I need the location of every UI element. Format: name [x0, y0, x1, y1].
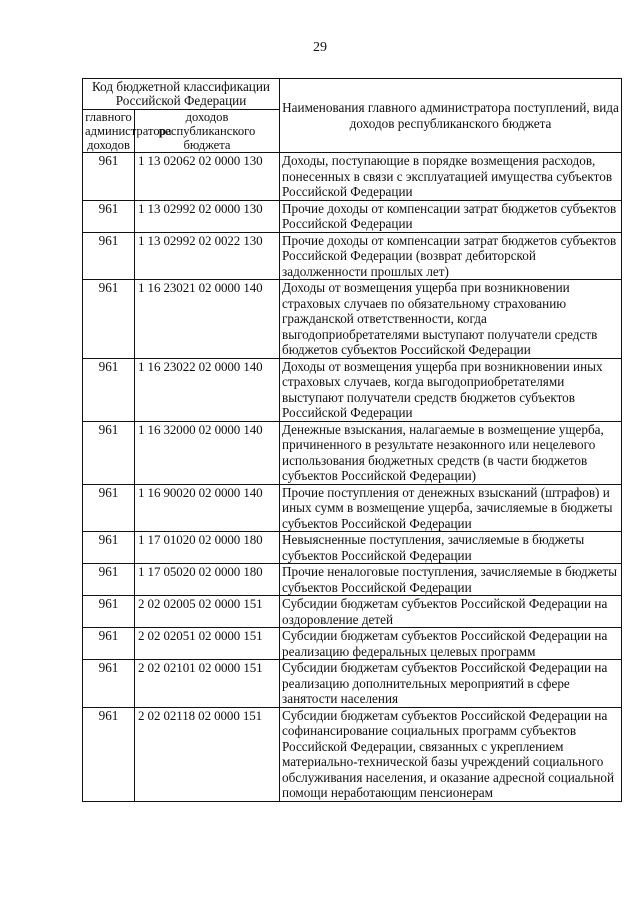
- table-row: [83, 200, 622, 232]
- page-number: 29: [313, 40, 327, 55]
- table-row: [83, 232, 622, 280]
- income-code-cell: 1 16 23022 02 0000 140: [135, 358, 280, 421]
- table-row: [83, 358, 622, 421]
- admin-code-cell: 961: [83, 628, 135, 660]
- header-row: [83, 79, 622, 110]
- admin-code-cell: 961: [83, 532, 135, 564]
- admin-code-cell: 961: [83, 660, 135, 708]
- income-name-cell: Денежные взыскания, налагаемые в возмещение ущерба, причиненного в результате незаконного или нецелевого использования бюджетных средств (в части бюджетов субъектов Российской Федерации): [280, 421, 622, 484]
- income-code-cell: 2 02 02051 02 0000 151: [135, 628, 280, 660]
- income-code-cell: 1 17 05020 02 0000 180: [135, 564, 280, 596]
- income-code-cell: 2 02 02118 02 0000 151: [135, 707, 280, 801]
- table-row: [83, 660, 622, 708]
- income-name-cell: Доходы, поступающие в порядке возмещения расходов, понесенных в связи с эксплуатацией имущества субъектов Российской Федерации: [280, 153, 622, 201]
- table-row: [83, 484, 622, 532]
- table-row: [83, 596, 622, 628]
- table-row: [83, 707, 622, 801]
- income-name-cell: Прочие доходы от компенсации затрат бюджетов субъектов Российской Федерации (возврат дебиторской задолженности прошлых лет): [280, 232, 622, 280]
- income-code-cell: 1 16 32000 02 0000 140: [135, 421, 280, 484]
- admin-code-cell: 961: [83, 200, 135, 232]
- admin-code-cell: 961: [83, 596, 135, 628]
- income-name-cell: Невыясненные поступления, зачисляемые в бюджеты субъектов Российской Федерации: [280, 532, 622, 564]
- income-name-cell: Субсидии бюджетам субъектов Российской Федерации на оздоровление детей: [280, 596, 622, 628]
- header-admin-column: главного администратора доходов: [83, 110, 135, 153]
- admin-code-cell: 961: [83, 153, 135, 201]
- income-code-cell: 1 16 90020 02 0000 140: [135, 484, 280, 532]
- income-name-cell: Субсидии бюджетам субъектов Российской Федерации на реализацию федеральных целевых программ: [280, 628, 622, 660]
- table-row: [83, 532, 622, 564]
- table-row: [83, 280, 622, 359]
- admin-code-cell: 961: [83, 421, 135, 484]
- income-code-cell: 1 13 02992 02 0000 130: [135, 200, 280, 232]
- income-code-cell: 2 02 02101 02 0000 151: [135, 660, 280, 708]
- admin-code-cell: 961: [83, 484, 135, 532]
- header-name-column: Наименования главного администратора поступлений, вида доходов республиканского бюджета: [280, 79, 622, 153]
- income-code-cell: 1 13 02992 02 0022 130: [135, 232, 280, 280]
- table-row: [83, 564, 622, 596]
- admin-code-cell: 961: [83, 564, 135, 596]
- income-name-cell: Доходы от возмещения ущерба при возникновении иных страховых случаев, когда выгодоприобретателями выступают получатели средств бюджетов субъектов Российской Федерации: [280, 358, 622, 421]
- table-row: [83, 153, 622, 201]
- income-name-cell: Доходы от возмещения ущерба при возникновении страховых случаев по обязательному страхованию гражданской ответственности, когда выгодоприобретателями выступают получатели средств бюджетов субъектов Российской Федерации: [280, 280, 622, 359]
- admin-code-cell: 961: [83, 707, 135, 801]
- table-row: [83, 628, 622, 660]
- admin-code-cell: 961: [83, 358, 135, 421]
- admin-code-cell: 961: [83, 232, 135, 280]
- header-group-title: Код бюджетной классификации Российской Федерации: [83, 79, 280, 110]
- income-name-cell: Прочие поступления от денежных взысканий (штрафов) и иных сумм в возмещение ущерба, зачисляемые в бюджеты субъектов Российской Федерации: [280, 484, 622, 532]
- income-code-cell: 1 17 01020 02 0000 180: [135, 532, 280, 564]
- income-name-cell: Субсидии бюджетам субъектов Российской Федерации на софинансирование социальных программ субъектов Российской Федерации, связанных с укреплением материально-технической базы учреждений социального обслуживания населения, и оказание адресной социальной помощи неработающим пенсионерам: [280, 707, 622, 801]
- income-name-cell: Прочие доходы от компенсации затрат бюджетов субъектов Российской Федерации: [280, 200, 622, 232]
- budget-classification-table: [82, 78, 622, 802]
- income-name-cell: Прочие неналоговые поступления, зачисляемые в бюджеты субъектов Российской Федерации: [280, 564, 622, 596]
- admin-code-cell: 961: [83, 280, 135, 359]
- income-code-cell: 1 13 02062 02 0000 130: [135, 153, 280, 201]
- header-income-column: доходов республиканского бюджета: [135, 110, 280, 153]
- income-name-cell: Субсидии бюджетам субъектов Российской Федерации на реализацию дополнительных мероприятий в сфере занятости населения: [280, 660, 622, 708]
- table-row: [83, 421, 622, 484]
- income-code-cell: 1 16 23021 02 0000 140: [135, 280, 280, 359]
- income-code-cell: 2 02 02005 02 0000 151: [135, 596, 280, 628]
